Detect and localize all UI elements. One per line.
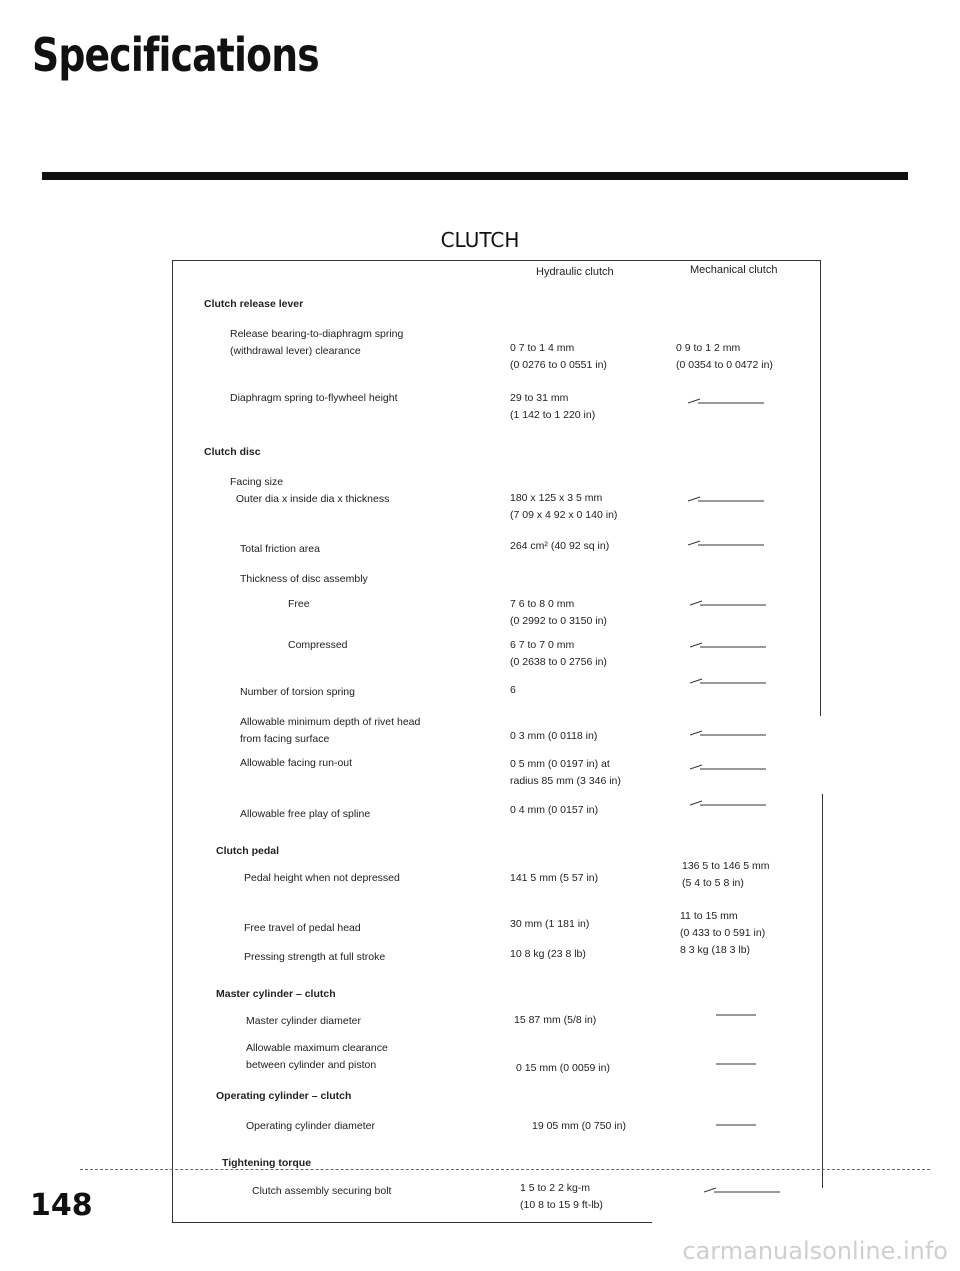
hydraulic-value: 1 5 to 2 2 kg-m (10 8 to 15 9 ft-lb) xyxy=(520,1182,603,1211)
group-label: Master cylinder – clutch xyxy=(216,988,336,1000)
mechanical-value: 136 5 to 146 5 mm (5 4 to 5 8 in) xyxy=(682,860,770,889)
group-label: Clutch disc xyxy=(204,446,261,458)
spec-label: Operating cylinder diameter xyxy=(246,1120,375,1132)
table-frame-right xyxy=(820,260,821,716)
ditto-mark xyxy=(688,496,764,504)
spec-label: Clutch assembly securing bolt xyxy=(252,1185,392,1197)
hydraulic-value: 7 6 to 8 0 mm (0 2992 to 0 3150 in) xyxy=(510,598,607,627)
hydraulic-value: 6 xyxy=(510,684,516,696)
ditto-mark xyxy=(690,800,766,808)
group-label: Clutch pedal xyxy=(216,845,280,857)
spec-label: Allowable facing run-out xyxy=(240,757,353,769)
ditto-mark xyxy=(690,764,766,772)
table-frame-right-lower xyxy=(822,794,823,1188)
ditto-mark xyxy=(688,540,764,548)
spec-label: Allowable maximum clearance between cylinder and piston xyxy=(246,1042,388,1071)
spec-label: Free travel of pedal head xyxy=(244,922,361,934)
ditto-mark xyxy=(716,1060,792,1068)
spec-label: Pedal height when not depressed xyxy=(244,872,400,884)
spec-label: Number of torsion spring xyxy=(240,686,355,698)
spec-label: Master cylinder diameter xyxy=(246,1015,361,1027)
watermark: carmanualsonline.info xyxy=(682,1237,948,1265)
spec-label: Thickness of disc assembly xyxy=(240,573,368,585)
tightening-torque-divider xyxy=(80,1169,930,1170)
ditto-mark xyxy=(690,730,766,738)
hydraulic-value: 264 cm² (40 92 sq in) xyxy=(510,540,610,552)
page-number: 148 xyxy=(30,1188,93,1223)
mechanical-value: 8 3 kg (18 3 lb) xyxy=(680,944,751,956)
table-frame-left xyxy=(172,260,173,1223)
hydraulic-value: 15 87 mm (5/8 in) xyxy=(514,1014,597,1026)
spec-label: Pressing strength at full stroke xyxy=(244,951,386,963)
hydraulic-value: 141 5 mm (5 57 in) xyxy=(510,872,599,884)
group-label: Clutch release lever xyxy=(204,298,304,310)
spec-label: Allowable minimum depth of rivet head from facing surface xyxy=(240,716,421,745)
ditto-mark xyxy=(688,398,764,406)
group-label: Operating cylinder – clutch xyxy=(216,1090,352,1102)
ditto-mark xyxy=(690,678,766,686)
table-frame-top xyxy=(172,260,820,261)
ditto-mark xyxy=(716,1011,792,1019)
spec-label: Facing size Outer dia x inside dia x thickness xyxy=(230,476,390,505)
page-header-title: Specifications xyxy=(32,28,319,82)
spec-label: Compressed xyxy=(288,639,348,651)
hydraulic-value: 180 x 125 x 3 5 mm (7 09 x 4 92 x 0 140 in) xyxy=(510,492,618,521)
hydraulic-value: 19 05 mm (0 750 in) xyxy=(532,1120,626,1132)
ditto-mark xyxy=(704,1187,780,1195)
table-frame-bottom xyxy=(172,1222,652,1223)
spec-label: Allowable free play of spline xyxy=(240,808,371,820)
hydraulic-value: 10 8 kg (23 8 lb) xyxy=(510,948,586,960)
header-rule xyxy=(42,172,908,180)
column-header-mechanical: Mechanical clutch xyxy=(690,264,778,276)
mechanical-value: 0 9 to 1 2 mm (0 0354 to 0 0472 in) xyxy=(676,342,773,371)
hydraulic-value: 0 7 to 1 4 mm (0 0276 to 0 0551 in) xyxy=(510,342,607,371)
hydraulic-value: 0 3 mm (0 0118 in) xyxy=(510,730,598,742)
hydraulic-value: 29 to 31 mm (1 142 to 1 220 in) xyxy=(510,392,596,421)
hydraulic-value: 30 mm (1 181 in) xyxy=(510,918,590,930)
section-title: CLUTCH xyxy=(440,228,520,252)
spec-label: Diaphragm spring to-flywheel height xyxy=(230,392,398,404)
mechanical-value: 11 to 15 mm (0 433 to 0 591 in) xyxy=(680,910,766,939)
ditto-mark xyxy=(690,600,766,608)
spec-label: Total friction area xyxy=(240,543,320,555)
group-label: Tightening torque xyxy=(222,1157,312,1169)
spec-label: Free xyxy=(288,598,310,610)
hydraulic-value: 0 15 mm (0 0059 in) xyxy=(516,1062,610,1074)
column-header-hydraulic: Hydraulic clutch xyxy=(536,266,614,278)
ditto-mark xyxy=(716,1121,792,1129)
ditto-mark xyxy=(690,642,766,650)
hydraulic-value: 0 5 mm (0 0197 in) at radius 85 mm (3 346 in) xyxy=(510,758,621,787)
spec-label: Release bearing-to-diaphragm spring (withdrawal lever) clearance xyxy=(230,328,404,357)
hydraulic-value: 0 4 mm (0 0157 in) xyxy=(510,804,599,816)
hydraulic-value: 6 7 to 7 0 mm (0 2638 to 0 2756 in) xyxy=(510,639,607,668)
